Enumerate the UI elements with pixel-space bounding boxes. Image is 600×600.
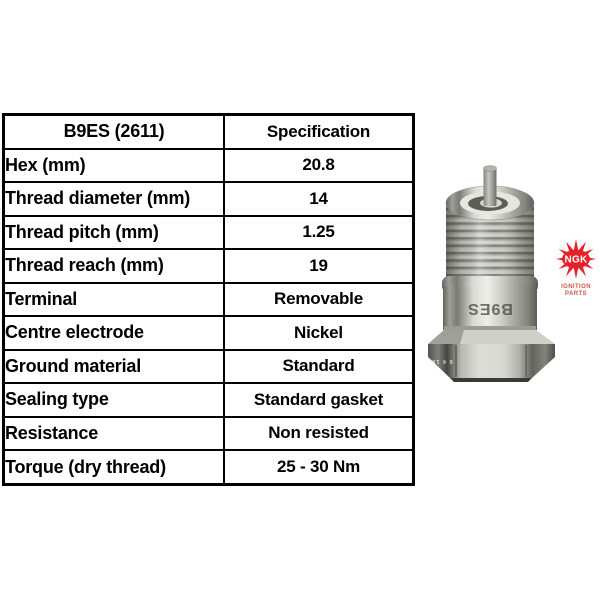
- row-label: Terminal: [4, 283, 225, 317]
- row-value: 25 - 30 Nm: [224, 450, 414, 484]
- plug-hex-nut: [428, 330, 555, 382]
- row-label: Thread reach (mm): [4, 249, 225, 283]
- brand-tagline-line2: PARTS: [565, 291, 587, 297]
- plug-shell-marking: B9ES: [467, 300, 513, 317]
- row-value: Standard gasket: [224, 383, 414, 417]
- ngk-logo: [552, 237, 600, 285]
- plug-shell: [442, 276, 538, 331]
- product-code-header: B9ES (2611): [4, 115, 225, 149]
- table-row: [4, 383, 414, 417]
- table-row: [4, 149, 414, 183]
- row-value: Non resisted: [224, 417, 414, 451]
- spark-plug-image: [420, 158, 565, 386]
- table-row: [4, 182, 414, 216]
- table-row: [4, 417, 414, 451]
- table-row: [4, 350, 414, 384]
- spec-table: [2, 113, 415, 486]
- table-row: [4, 249, 414, 283]
- row-value: Removable: [224, 283, 414, 317]
- plug-firing-end: [446, 166, 534, 220]
- brand-tagline-line1: IGNITION: [561, 284, 591, 290]
- specification-header: Specification: [224, 115, 414, 149]
- row-value: 1.25: [224, 216, 414, 250]
- row-value: 20.8: [224, 149, 414, 183]
- plug-hex-stamp: 6 4 16: [431, 358, 453, 364]
- row-label: Thread pitch (mm): [4, 216, 225, 250]
- table-row: [4, 216, 414, 250]
- row-label: Sealing type: [4, 383, 225, 417]
- table-row: [4, 316, 414, 350]
- brand-tagline: [550, 284, 600, 298]
- table-header-row: [4, 115, 414, 149]
- row-value: Nickel: [224, 316, 414, 350]
- row-label: Hex (mm): [4, 149, 225, 183]
- row-label: Ground material: [4, 350, 225, 384]
- row-value: 14: [224, 182, 414, 216]
- row-value: Standard: [224, 350, 414, 384]
- table-row: [4, 283, 414, 317]
- row-label: Torque (dry thread): [4, 450, 225, 484]
- row-label: Resistance: [4, 417, 225, 451]
- row-label: Centre electrode: [4, 316, 225, 350]
- table-row: [4, 450, 414, 484]
- ngk-logo-text: NGK: [564, 254, 588, 266]
- plug-centre-electrode: [484, 168, 497, 206]
- row-label: Thread diameter (mm): [4, 182, 225, 216]
- row-value: 19: [224, 249, 414, 283]
